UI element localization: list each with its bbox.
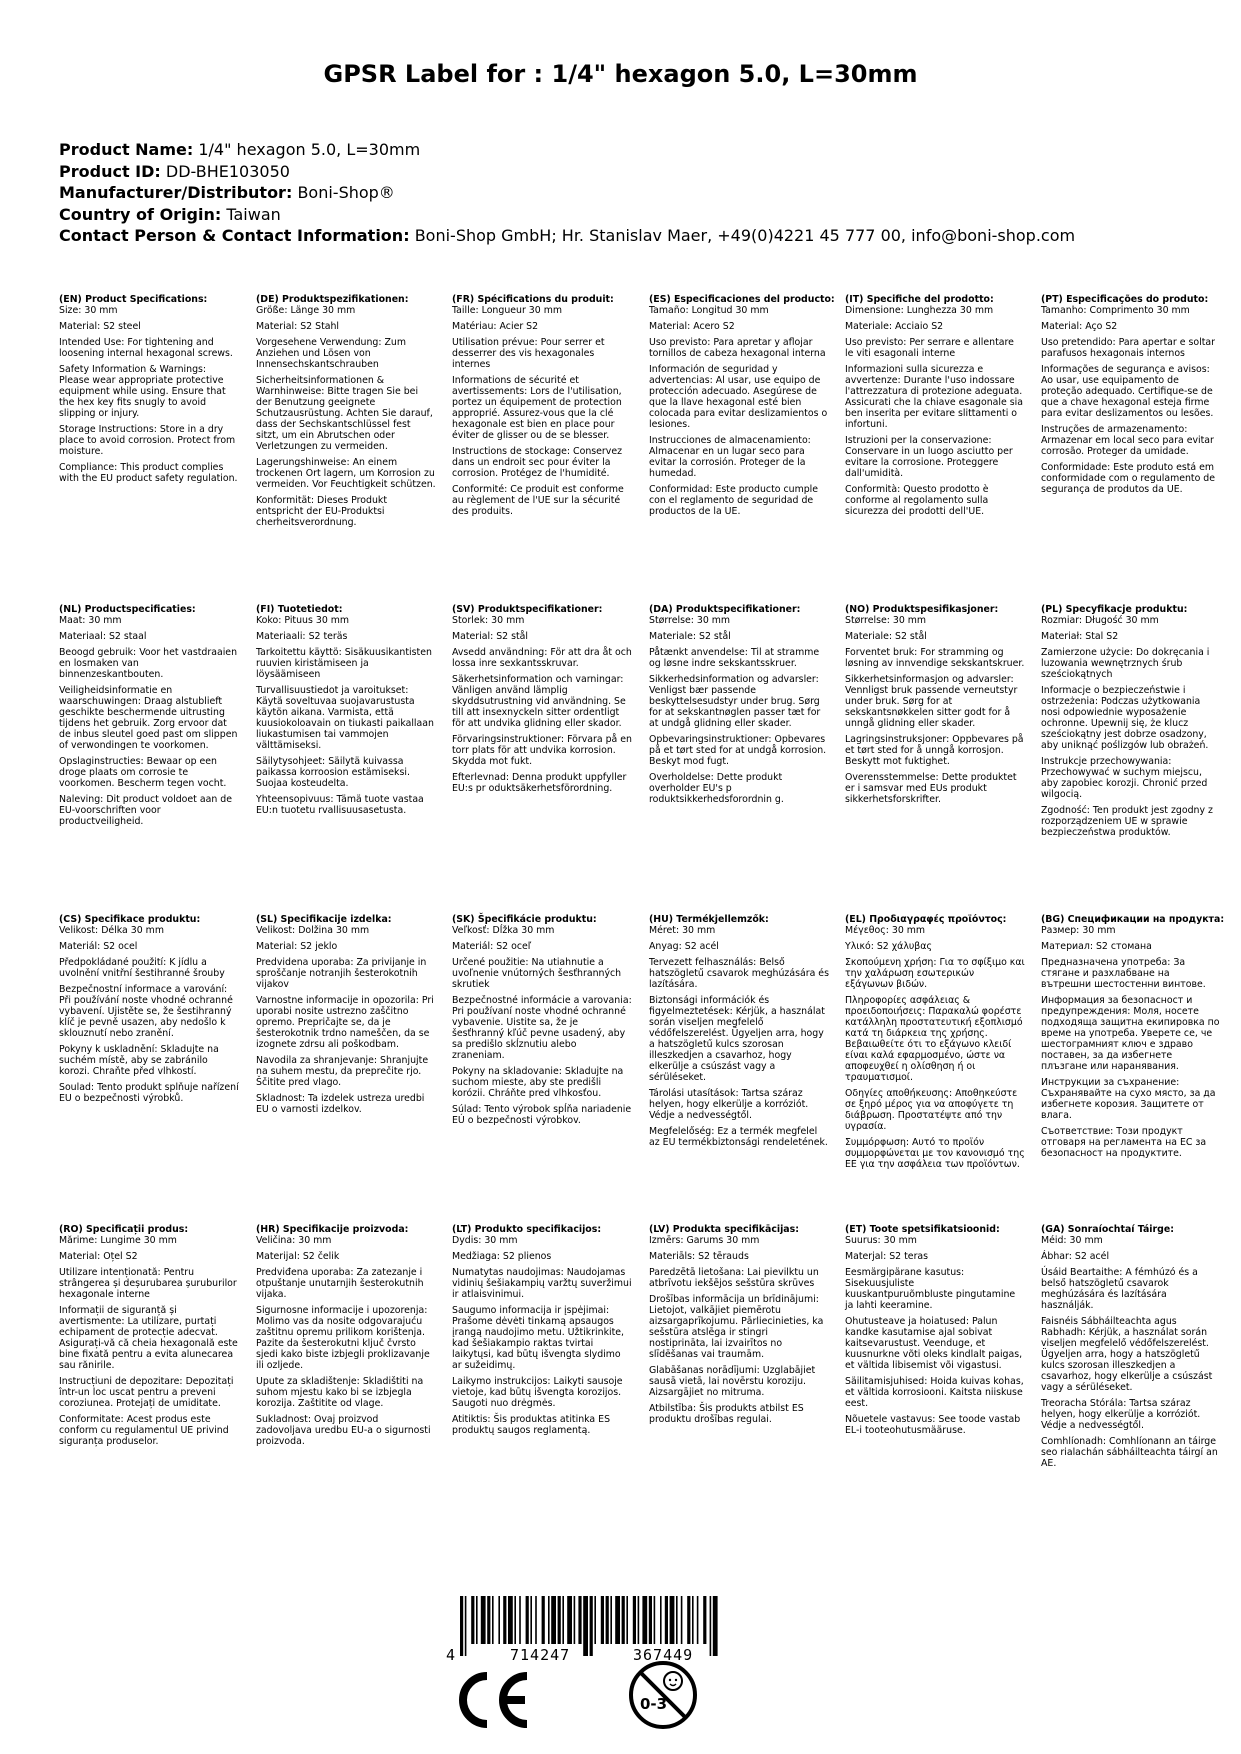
language-heading: (CS) Specifikace produktu: [59, 914, 201, 925]
language-heading: (NL) Productspecificaties: [59, 604, 196, 615]
language-block [1041, 294, 1221, 500]
language-heading: (GA) Sonraíochtaí Táirge: [1041, 1224, 1174, 1235]
spec-paragraph: Säilitamisjuhised: Hoida kuivas kohas, et vältida korrosiooni. Kaitsta niiskuse eest. [845, 1376, 1024, 1409]
spec-paragraph: Comhlíonadh: Comhlíonann an táirge seo rialachán sábháilteachta táirgí an AE. [1041, 1436, 1218, 1469]
spec-paragraph: Material: Acero S2 [649, 321, 735, 332]
spec-paragraph: Atbilstība: Šis produkts atbilst ES produktu drošības regulai. [649, 1403, 804, 1425]
spec-paragraph: Eesmärgipärane kasutus: Sisekuusjuliste kuuskantpuruõmbluste pingutamine ja lahti keeramine. [845, 1267, 1016, 1311]
barcode-bar [508, 1596, 513, 1644]
barcode-bar [542, 1596, 545, 1644]
spec-paragraph: Materjal: S2 teras [845, 1251, 929, 1262]
barcode-bar [697, 1596, 699, 1644]
spec-paragraph: Informacje o bezpieczeństwie i ostrzeżenia: Podczas użytkowania nosi odpowiednie wyposażenie ochronne. Upewnij się, że klucz sześciokątny jest dobrze osadzony, aby uniknąć poślizgów lub obrażeń. [1041, 685, 1209, 751]
spec-paragraph: Avsedd användning: För att dra åt och lossa inre sexkantsskruvar. [452, 647, 632, 669]
language-heading: (SL) Specifikacije izdelka: [256, 914, 392, 925]
language-block [452, 604, 632, 799]
barcode-bar [530, 1596, 532, 1644]
spec-paragraph: Vorgesehene Verwendung: Zum Anziehen und Lösen von Innensechskantschrauben [256, 337, 406, 370]
barcode-bar [633, 1596, 636, 1644]
spec-paragraph: Informazioni sulla sicurezza e avvertenze: Durante l'uso indossare l'attrezzatura di protezione adeguata. Assicurati che la chiave esagonale sia ben inserita per evitare slittamenti o infortuni. [845, 364, 1024, 430]
spec-paragraph: Informações de segurança e avisos: Ao usar, use equipamento de proteção adequado. Certifique-se de que a chave hexagonal esteja firme para evitar deslizamentos ou lesões. [1041, 364, 1214, 419]
info-value: Taiwan [226, 204, 281, 224]
barcode-bar [681, 1596, 683, 1644]
barcode-bar [606, 1596, 609, 1644]
language-heading: (HR) Specifikacije proizvoda: [256, 1224, 409, 1235]
language-block [59, 914, 239, 1109]
spec-paragraph: Mărime: Lungime 30 mm [59, 1235, 177, 1246]
language-heading: (ET) Toote spetsifikatsioonid: [845, 1224, 1000, 1235]
spec-paragraph: Koko: Pituus 30 mm [256, 615, 350, 626]
spec-paragraph: Utilizare intenționată: Pentru strângerea și deșurubarea șuruburilor hexagonale interne [59, 1267, 237, 1300]
spec-paragraph: Úsáid Beartaithe: A fémhúzó és a belső hatszögletű csavarok meghúzására és lazítására használják. [1041, 1267, 1198, 1311]
spec-paragraph: Compliance: This product complies with the EU product safety regulation. [59, 462, 238, 484]
spec-paragraph: Skladnost: Ta izdelek ustreza uredbi EU o varnosti izdelkov. [256, 1093, 425, 1115]
spec-paragraph: Sikkerhetsinformasjon og advarsler: Vennligst bruk passende verneutstyr under bruk. Sørg for at sekskantsnøkkelen sitter godt for å unngå glidning eller skader. [845, 674, 1018, 729]
language-block [59, 1224, 239, 1452]
barcode-bar [676, 1596, 678, 1644]
barcode-bar [535, 1596, 537, 1644]
spec-paragraph: Säkerhetsinformation och varningar: Vänligen använd lämplig skyddsutrustning vid användning. Se till att insexnyckeln sitter ordentligt för att undvika glidning eller skador. [452, 674, 626, 729]
spec-paragraph: Material: S2 stål [452, 631, 529, 642]
spec-paragraph: Určené použitie: Na utiahnutie a uvoľnenie vnútorných šesťhranných skrutiek [452, 957, 622, 990]
spec-paragraph: Tárolási utasítások: Tartsa száraz helyen, hogy elkerülje a korróziót. Védje a nedvességtől. [649, 1088, 809, 1121]
spec-paragraph: Faisnéis Sábháilteachta agus Rabhadh: Kérjük, a használat során viseljen megfelelő védőfelszerelést. Ügyeljen arra, hogy a hatszögletű kulcs szorosan illeszkedjen a csavarhoz, hogy elkerülje a csúszást vagy a sérüléseket. [1041, 1316, 1213, 1393]
spec-paragraph: Materiál: S2 ocel [59, 941, 138, 952]
spec-paragraph: Súlad: Tento výrobok spĺňa nariadenie EÚ o bezpečnosti výrobkov. [452, 1104, 632, 1126]
spec-paragraph: Größe: Länge 30 mm [256, 305, 356, 316]
barcode-bar [670, 1596, 675, 1644]
spec-paragraph: Drošības informācija un brīdinājumi: Lietojot, valkājiet piemērotu aizsargaprīkojumu. Pārliecinieties, ka sešstūra atslēga ir stingri nostiprināta, lai izvairītos no slīdēšanas vai traumām. [649, 1294, 824, 1360]
barcode-bar [660, 1596, 662, 1644]
spec-paragraph: Yhteensopivuus: Tämä tuote vastaa EU:n tuotetu rvallisuusasetusta. [256, 794, 424, 816]
language-row [59, 1224, 1218, 1524]
spec-paragraph: Materiale: S2 stål [649, 631, 731, 642]
language-block [845, 1224, 1025, 1441]
info-key: Country of Origin: [59, 204, 222, 224]
spec-paragraph: Izmērs: Garums 30 mm [649, 1235, 760, 1246]
spec-paragraph: Informații de siguranță și avertismente: La utilizare, purtați echipament de protecție adecvat. Asigurați-vă că cheia hexagonală este bine fixată pentru a evita alunecarea sau rănirile. [59, 1305, 238, 1371]
spec-paragraph: Υλικό: S2 χάλυβας [845, 941, 932, 952]
spec-paragraph: Medžiaga: S2 plienos [452, 1251, 552, 1262]
spec-paragraph: Zamierzone użycie: Do dokręcania i luzowania wewnętrznych śrub sześciokątnych [1041, 647, 1210, 680]
language-heading: (NO) Produktspesifikasjoner: [845, 604, 999, 615]
language-block [256, 1224, 436, 1452]
spec-paragraph: Biztonsági információk és figyelmeztetések: Kérjük, a használat során viseljen megfelelő védőfelszerelést. Ügyeljen arra, hogy a hatszögletű kulcs szorosan illeszkedjen a csavarhoz, hogy elkerülje a csúszást vagy a sérüléseket. [649, 995, 825, 1083]
spec-paragraph: Säilytysohjeet: Säilytä kuivassa paikassa korroosion estämiseksi. Suojaa kosteudelta. [256, 756, 410, 789]
spec-paragraph: Material: Aço S2 [1041, 321, 1118, 332]
spec-paragraph: Инструкции за съхранение: Съхранявайте на сухо място, за да избегнете корозия. Защитете от влага. [1041, 1077, 1216, 1121]
barcode-bar [562, 1596, 564, 1644]
spec-paragraph: Storlek: 30 mm [452, 615, 525, 626]
not-for-children-under-3-icon [627, 1659, 699, 1731]
language-block [1041, 914, 1225, 1164]
spec-paragraph: Ohutusteave ja hoiatused: Palun kandke kasutamise ajal sobivat kaitsevarustust. Veenduge, et kuusnurkne võti oleks kindlalt paigas, et vältida libisemist või vigastusi. [845, 1316, 1023, 1371]
language-block [59, 604, 239, 832]
barcode-bar [487, 1596, 490, 1644]
spec-paragraph: Materiál: S2 oceľ [452, 941, 532, 952]
spec-paragraph: Tervezett felhasználás: Belső hatszögletű csavarok meghúzására és lazítására. [649, 957, 829, 990]
spec-paragraph: Σκοπούμενη χρήση: Για το σφίξιμο και την χαλάρωση εσωτερικών εξάγωνων βιδών. [845, 957, 1025, 990]
spec-paragraph: Μέγεθος: 30 mm [845, 925, 926, 936]
language-row [59, 294, 1216, 594]
barcode-bar [638, 1596, 640, 1644]
info-contact [59, 225, 1199, 247]
language-heading: (PT) Especificações do produto: [1041, 294, 1209, 305]
barcode-bar [713, 1596, 718, 1656]
info-product-name [59, 139, 1199, 161]
spec-paragraph: Sikkerhedsinformation og advarsler: Venligst bær passende beskyttelsesudstyr under brug. Sørg for at sekskantnøglen passer tæt for at undgå glidning eller skader. [649, 674, 821, 729]
spec-paragraph: Materiale: Acciaio S2 [845, 321, 944, 332]
spec-paragraph: Paredzētā lietošana: Lai pievilktu un atbrīvotu iekšējos sešstūra skrūves [649, 1267, 819, 1289]
spec-paragraph: Sukladnost: Ovaj proizvod zadovoljava uredbu EU-a o sigurnosti proizvoda. [256, 1414, 431, 1447]
spec-paragraph: Οδηγίες αποθήκευσης: Αποθηκεύστε σε ξηρό μέρος για να αποφύγετε τη διάβρωση. Προστατέψτε από την υγρασία. [845, 1088, 1018, 1132]
spec-paragraph: Overensstemmelse: Dette produktet er i samsvar med EUs produkt sikkerhetsforskrifter. [845, 772, 1017, 805]
spec-paragraph: Opbevaringsinstruktioner: Opbevares på et tørt sted for at undgå korrosion. Beskyt mod fugt. [649, 734, 827, 767]
spec-paragraph: Conformitate: Acest produs este conform cu regulamentul UE privind siguranța produselor. [59, 1414, 229, 1447]
spec-paragraph: Dydis: 30 mm [452, 1235, 518, 1246]
language-block [452, 1224, 632, 1441]
spec-paragraph: Varnostne informacije in opozorila: Pri uporabi nosite ustrezno zaščitno opremo. Prepričajte se, da je šesterokotnik trdno nameščen, da se izognete zdrsu ali poškodbam. [256, 995, 434, 1050]
spec-paragraph: Informations de sécurité et avertissements: Lors de l'utilisation, portez un équipement de protection approprié. Assurez-vous que la clé hexagonale est bien en place pour éviter de glisser ou de se blesser. [452, 375, 622, 441]
spec-paragraph: Instrukcje przechowywania: Przechowywać w suchym miejscu, aby zapobiec korozji. Chronić przed wilgocią. [1041, 756, 1208, 800]
info-key: Manufacturer/Distributor: [59, 183, 293, 202]
spec-paragraph: Maat: 30 mm [59, 615, 122, 626]
spec-paragraph: Instrucciones de almacenamiento: Almacenar en un lugar seco para evitar la corrosión. Proteger de la humedad. [649, 435, 811, 479]
spec-paragraph: Dimensione: Lunghezza 30 mm [845, 305, 994, 316]
barcode-bar [465, 1596, 467, 1656]
info-key: Product Name: [59, 140, 194, 159]
spec-paragraph: Materiale: S2 stål [845, 631, 927, 642]
spec-paragraph: Laikymo instrukcijos: Laikyti sausoje vietoje, kad būtų išvengta korozijos. Saugoti nuo drėgmės. [452, 1376, 623, 1409]
spec-paragraph: Velikost: Dolžina 30 mm [256, 925, 370, 936]
language-heading: (EN) Product Specifications: [59, 294, 208, 305]
spec-paragraph: Предназначена употреба: За стягане и разхлабване на вътрешни шестостенни винтове. [1041, 957, 1206, 990]
spec-paragraph: Veličina: 30 mm [256, 1235, 332, 1246]
spec-paragraph: Beoogd gebruik: Voor het vastdraaien en losmaken van binnenzeskantbouten. [59, 647, 238, 680]
spec-paragraph: Bezpečnostní informace a varování: Při používání noste vhodné ochranné vybavení. Ujistěte se, že šestihranný klíč je pevně usazen, aby nedošlo k sklouznutí nebo zranění. [59, 984, 233, 1039]
language-heading: (PL) Specyfikacje produktu: [1041, 604, 1188, 615]
barcode-bar [471, 1596, 474, 1644]
barcode-bar [590, 1596, 593, 1656]
language-block [59, 294, 239, 489]
spec-paragraph: Anyag: S2 acél [649, 941, 719, 952]
spec-paragraph: Bezpečnostné informácie a varovania: Pri používaní noste vhodné ochranné vybavenie. Uistite sa, že je šesťhranný kľúč pevne usadený, aby sa predišlo skĺznutiu alebo zraneniam. [452, 995, 632, 1061]
spec-paragraph: Upute za skladištenje: Skladištiti na suhom mjestu kako bi se izbjegla korozija. Zaštitite od vlage. [256, 1376, 424, 1409]
spec-paragraph: Veľkosť: Dĺžka 30 mm [452, 925, 555, 936]
spec-paragraph: Předpokládané použití: K jídlu a uvolnění vnitřní šestihranné šrouby [59, 957, 225, 979]
barcode-bar [649, 1596, 652, 1644]
spec-paragraph: Istruzioni per la conservazione: Conservare in un luogo asciutto per evitare la corrosione. Proteggere dall'umidità. [845, 435, 1013, 479]
barcode-bar [567, 1596, 572, 1644]
barcode-bar [626, 1596, 628, 1644]
spec-paragraph: Съответствие: Този продукт отговаря на регламента на ЕС за безопасност на продуктите. [1041, 1126, 1207, 1159]
language-heading: (SK) Špecifikácie produktu: [452, 914, 597, 925]
spec-paragraph: Förvaringsinstruktioner: Förvara på en torr plats för att undvika korrosion. Skydda mot fukt. [452, 734, 632, 767]
spec-paragraph: Predvidena uporaba: Za privijanje in sproščanje notranjih šesterokotnih vijakov [256, 957, 427, 990]
spec-paragraph: Taille: Longueur 30 mm [452, 305, 562, 316]
barcode-bar [460, 1596, 463, 1656]
spec-paragraph: Materiaal: S2 staal [59, 631, 147, 642]
spec-paragraph: Размер: 30 mm [1041, 925, 1116, 936]
spec-paragraph: Overholdelse: Dette produkt overholder EU's p roduktsikkerhedsforordnin g. [649, 772, 784, 805]
spec-paragraph: Predviđena uporaba: Za zatezanje i otpuštanje unutarnjih šesterokutnih vijaka. [256, 1267, 424, 1300]
barcode-bar [583, 1596, 588, 1656]
barcode-first-digit: 4 [446, 1646, 456, 1664]
language-block [256, 604, 436, 821]
language-block [845, 914, 1025, 1175]
info-product-id [59, 161, 1199, 183]
barcode-bar [578, 1596, 581, 1644]
spec-paragraph: Påtænkt anvendelse: Til at stramme og løsne indre sekskantsskruer. [649, 647, 820, 669]
barcode-bar [526, 1596, 529, 1644]
barcode-bar [574, 1596, 576, 1644]
spec-paragraph: Materiāls: S2 tērauds [649, 1251, 749, 1262]
language-block [649, 604, 829, 810]
language-heading: (DE) Produktspezifikationen: [256, 294, 409, 305]
barcode-right-digits: 367449 [633, 1646, 694, 1664]
info-key: Product ID: [59, 161, 161, 181]
spec-paragraph: Materiaali: S2 teräs [256, 631, 348, 642]
spec-paragraph: Rozmiar: Długość 30 mm [1041, 615, 1159, 626]
info-value: Boni-Shop® [297, 183, 395, 202]
barcode-bar [642, 1596, 647, 1644]
spec-paragraph: Storage Instructions: Store in a dry place to avoid corrosion. Protect from moisture. [59, 424, 236, 457]
spec-paragraph: Efterlevnad: Denna produkt uppfyller EU:s pr oduktsäkerhetsförordning. [452, 772, 627, 794]
spec-paragraph: Opslaginstructies: Bewaar op een droge plaats om corrosie te voorkomen. Bescherm tegen vocht. [59, 756, 227, 789]
language-heading: (LT) Produkto specifikacijos: [452, 1224, 602, 1235]
language-block [256, 914, 436, 1120]
barcode-bar [558, 1596, 561, 1644]
language-heading: (FI) Tuotetiedot: [256, 604, 343, 615]
spec-paragraph: Materijal: S2 čelik [256, 1251, 340, 1262]
spec-paragraph: Atitiktis: Šis produktas atitinka ES produktų saugos reglamentą. [452, 1414, 611, 1436]
spec-paragraph: Material: Oțel S2 [59, 1251, 138, 1262]
spec-paragraph: Méret: 30 mm [649, 925, 716, 936]
barcode-bar [601, 1596, 604, 1644]
spec-paragraph: Συμμόρφωση: Αυτό το προϊόν συμμορφώνεται με τον κανονισμό της ΕΕ για την ασφάλεια των προϊόντων. [845, 1137, 1025, 1170]
barcode-bar [503, 1596, 506, 1644]
spec-paragraph: Veiligheidsinformatie en waarschuwingen: Draag alstublieft geschikte beschermende uitrusting tijdens het gebruik. Zorg ervoor dat de inbus sleutel goed past om slippen of verwondingen te voorkomen. [59, 685, 238, 751]
info-value: Boni-Shop GmbH; Hr. Stanislav Maer, +49(0)4221 45 777 00, info@boni-shop.com [414, 226, 1076, 245]
language-block [845, 604, 1025, 810]
spec-paragraph: Uso pretendido: Para apertar e soltar parafusos hexagonais internos [1041, 337, 1215, 359]
info-value: 1/4" hexagon 5.0, L=30mm [198, 140, 421, 159]
spec-paragraph: Navodila za shranjevanje: Shranjujte na suhem mestu, da preprečite rjo. Ščitite pred vlago. [256, 1055, 429, 1088]
spec-paragraph: Instrucțiuni de depozitare: Depozitați într-un loc uscat pentru a preveni coroziunea. Protejați de umiditate. [59, 1376, 234, 1409]
barcode-bar [692, 1596, 694, 1644]
language-block [649, 1224, 829, 1430]
language-block [1041, 1224, 1221, 1474]
spec-paragraph: Tarkoitettu käyttö: Sisäkuusikantisten ruuvien kiristämiseen ja löysäämiseen [256, 647, 432, 680]
spec-paragraph: Uso previsto: Per serrare e allentare le viti esagonali interne [845, 337, 1014, 359]
barcode-bar [687, 1596, 690, 1644]
language-block [452, 294, 632, 522]
spec-paragraph: Conformidad: Este producto cumple con el reglamento de seguridad de productos de la UE. [649, 484, 819, 517]
barcode-bar [615, 1596, 620, 1644]
language-heading: (HU) Termékjellemzők: [649, 914, 769, 925]
language-block [649, 914, 829, 1153]
spec-paragraph: Uso previsto: Para apretar y aflojar tornillos de cabeza hexagonal interna [649, 337, 826, 359]
info-value: DD-BHE103050 [165, 161, 290, 181]
barcode-bar [548, 1596, 550, 1644]
spec-paragraph: Информация за безопасност и предупреждения: Моля, носете подходяща защитна екипировка по време на употреба. Уверете се, че шестограмният ключ е здраво поставен, за да избегнете плъзгане или наранявания. [1041, 995, 1220, 1072]
spec-paragraph: Material: S2 jeklo [256, 941, 338, 952]
spec-paragraph: Pokyny na skladovanie: Skladujte na suchom mieste, aby ste predišli korózii. Chráňte pred vlhkosťou. [452, 1066, 624, 1099]
spec-paragraph: Instruções de armazenamento: Armazenar em local seco para evitar corrosão. Proteger da umidade. [1041, 424, 1214, 457]
barcode-bar [594, 1596, 596, 1644]
spec-paragraph: Nõuetele vastavus: See toode vastab EL-i tooteohutusmääruse. [845, 1414, 1021, 1436]
spec-paragraph: Lagerungshinweise: An einem trockenen Ort lagern, um Korrosion zu vermeiden. Vor Feuchtigkeit schützen. [256, 457, 436, 490]
spec-paragraph: Size: 30 mm [59, 305, 118, 316]
language-block [845, 294, 1025, 522]
barcode-bar [481, 1596, 486, 1644]
barcode [440, 1594, 740, 1664]
spec-paragraph: Størrelse: 30 mm [845, 615, 927, 626]
barcode-bar [519, 1596, 521, 1644]
spec-paragraph: Forventet bruk: For stramming og løsning av innvendige sekskantskruer. [845, 647, 1025, 669]
spec-paragraph: Material: S2 steel [59, 321, 141, 332]
barcode-bar [551, 1596, 556, 1644]
spec-paragraph: Konformität: Dieses Produkt entspricht der EU-Produktsi cherheitsverordnung. [256, 495, 388, 528]
spec-paragraph: Saugumo informacija ir įspėjimai: Prašome dėvėti tinkamą apsaugos įrangą naudojimo metu. Užtikrinkite, kad šešiakampio raktas tvirtai laikytųsi, kad būtų išvengta slydimo ar sužeidimų. [452, 1305, 625, 1371]
spec-paragraph: Zgodność: Ten produkt jest zgodny z rozporządzeniem UE w sprawie bezpieczeństwa produktów. [1041, 805, 1213, 838]
language-row [59, 914, 1225, 1214]
spec-paragraph: Matériau: Acier S2 [452, 321, 539, 332]
barcode-bar [665, 1596, 668, 1644]
barcode-bar [476, 1596, 478, 1644]
language-row [59, 604, 1213, 904]
language-heading: (DA) Produktspecifikationer: [649, 604, 801, 615]
spec-paragraph: Conformidade: Este produto está em conformidade com o regulamento de segurança de produtos da UE. [1041, 462, 1216, 495]
spec-paragraph: Megfelelőség: Ez a termék megfelel az EU termékbiztonsági rendeletének. [649, 1126, 828, 1148]
spec-paragraph: Instructions de stockage: Conservez dans un endroit sec pour éviter la corrosion. Protégez de l'humidité. [452, 446, 623, 479]
barcode-bar [514, 1596, 516, 1644]
info-key: Contact Person & Contact Information: [59, 226, 410, 245]
spec-paragraph: Lagringsinstruksjoner: Oppbevares på et tørt sted for å unngå korrosjon. Beskytt mot fuktighet. [845, 734, 1024, 767]
spec-paragraph: Numatytas naudojimas: Naudojamas vidinių šešiakampių varžtų suveržimui ir atlaisvinimui. [452, 1267, 632, 1300]
barcode-bar [610, 1596, 612, 1644]
spec-paragraph: Suurus: 30 mm [845, 1235, 917, 1246]
spec-paragraph: Sicherheitsinformationen & Warnhinweise: Bitte tragen Sie bei der Benutzung geeignete Schutzausrüstung. Achten Sie darauf, dass der Sechskantschlüssel fest sitzt, um ein Abrutschen oder Verletzungen zu vermeiden. [256, 375, 433, 452]
spec-paragraph: Glabāšanas norādījumi: Uzglabājiet sausā vietā, lai novērstu koroziju. Aizsargājiet no mitruma. [649, 1365, 816, 1398]
spec-paragraph: Safety Information & Warnings: Please wear appropriate protective equipment while using. Ensure that the hex key fits snugly to avoid slipping or injury. [59, 364, 226, 419]
spec-paragraph: Materiał: Stal S2 [1041, 631, 1119, 642]
product-info [59, 139, 1199, 247]
spec-paragraph: Tamaño: Longitud 30 mm [649, 305, 769, 316]
spec-paragraph: Pokyny k uskladnění: Skladujte na suchém místě, aby se zabránilo korozi. Chraňte před vlhkostí. [59, 1044, 219, 1077]
language-heading: (FR) Spécifications du produit: [452, 294, 614, 305]
language-block [649, 294, 835, 522]
spec-paragraph: Conformità: Questo prodotto è conforme al regolamento sulla sicurezza dei prodotti dell'UE. [845, 484, 989, 517]
spec-paragraph: Conformité: Ce produit est conforme au règlement de l'UE sur la sécurité des produits. [452, 484, 624, 517]
spec-paragraph: Información de seguridad y advertencias: Al usar, use equipo de protección adecuado. Asegúrese de que la llave hexagonal esté bien colocada para evitar deslizamientos o lesiones. [649, 364, 828, 430]
barcode-bar [703, 1596, 706, 1644]
spec-paragraph: Méid: 30 mm [1041, 1235, 1103, 1246]
spec-paragraph: Ábhar: S2 acél [1041, 1251, 1110, 1262]
barcode-left-digits: 714247 [510, 1646, 571, 1664]
language-block [452, 914, 632, 1131]
spec-paragraph: Intended Use: For tightening and loosening internal hexagonal screws. [59, 337, 233, 359]
barcode-bar [492, 1596, 494, 1644]
spec-paragraph: Størrelse: 30 mm [649, 615, 731, 626]
info-country [59, 204, 1199, 226]
language-heading: (IT) Specifiche del prodotto: [845, 294, 994, 305]
age-warning-label: 0-3 [640, 1695, 668, 1713]
language-heading: (BG) Спецификации на продукта: [1041, 914, 1225, 925]
spec-paragraph: Материал: S2 стомана [1041, 941, 1152, 952]
language-block [256, 294, 436, 533]
spec-paragraph: Velikost: Délka 30 mm [59, 925, 164, 936]
language-heading: (EL) Προδιαγραφές προϊόντος: [845, 914, 1007, 925]
spec-paragraph: Turvallisuustiedot ja varoitukset: Käytä soveltuvaa suojavarustusta käytön aikana. Varmista, että kuusiokoloavain on tiukasti paikallaan liukastumisen tai vammojen välttämiseksi. [256, 685, 434, 751]
language-heading: (ES) Especificaciones del producto: [649, 294, 835, 305]
spec-paragraph: Soulad: Tento produkt splňuje nařízení EU o bezpečnosti výrobků. [59, 1082, 239, 1104]
info-manufacturer [59, 182, 1199, 204]
spec-paragraph: Πληροφορίες ασφάλειας & προειδοποιήσεις: Παρακαλώ φορέστε κατάλληλη προστατευτική εξοπλισμό κατά τη διάρκεια της χρήσης. Βεβαιωθείτε ότι το εξάγωνο κλειδί είναι καλά εφαρμοσμένο, ώστε να αποφευχθεί η ολίσθηση ή οι τραυματισμοί. [845, 995, 1023, 1083]
barcode-bar [654, 1596, 656, 1644]
spec-paragraph: Material: S2 Stahl [256, 321, 340, 332]
spec-paragraph: Treoracha Stórála: Tartsa száraz helyen, hogy elkerülje a korróziót. Védje a nedvességtől. [1041, 1398, 1201, 1431]
barcode-bar [622, 1596, 625, 1644]
barcode-bar [710, 1596, 712, 1656]
language-heading: (RO) Specificații produs: [59, 1224, 189, 1235]
language-block [1041, 604, 1221, 843]
spec-paragraph: Tamanho: Comprimento 30 mm [1041, 305, 1190, 316]
barcode-bar [498, 1596, 500, 1644]
language-heading: (LV) Produkta specifikācijas: [649, 1224, 799, 1235]
spec-paragraph: Naleving: Dit product voldoet aan de EU-voorschriften voor productveiligheid. [59, 794, 232, 827]
spec-paragraph: Sigurnosne informacije i upozorenja: Molimo vas da nosite odgovarajuću zaštitnu opremu prilikom korištenja. Pazite da šesterokutni ključ čvrsto sjedi kako biste izbjegli proklizavanje ili ozljede. [256, 1305, 430, 1371]
language-heading: (SV) Produktspecifikationer: [452, 604, 603, 615]
spec-paragraph: Utilisation prévue: Pour serrer et desserrer des vis hexagonales internes [452, 337, 605, 370]
page-title: GPSR Label for : 1/4" hexagon 5.0, L=30mm [323, 60, 918, 88]
ce-mark-icon [453, 1668, 533, 1732]
